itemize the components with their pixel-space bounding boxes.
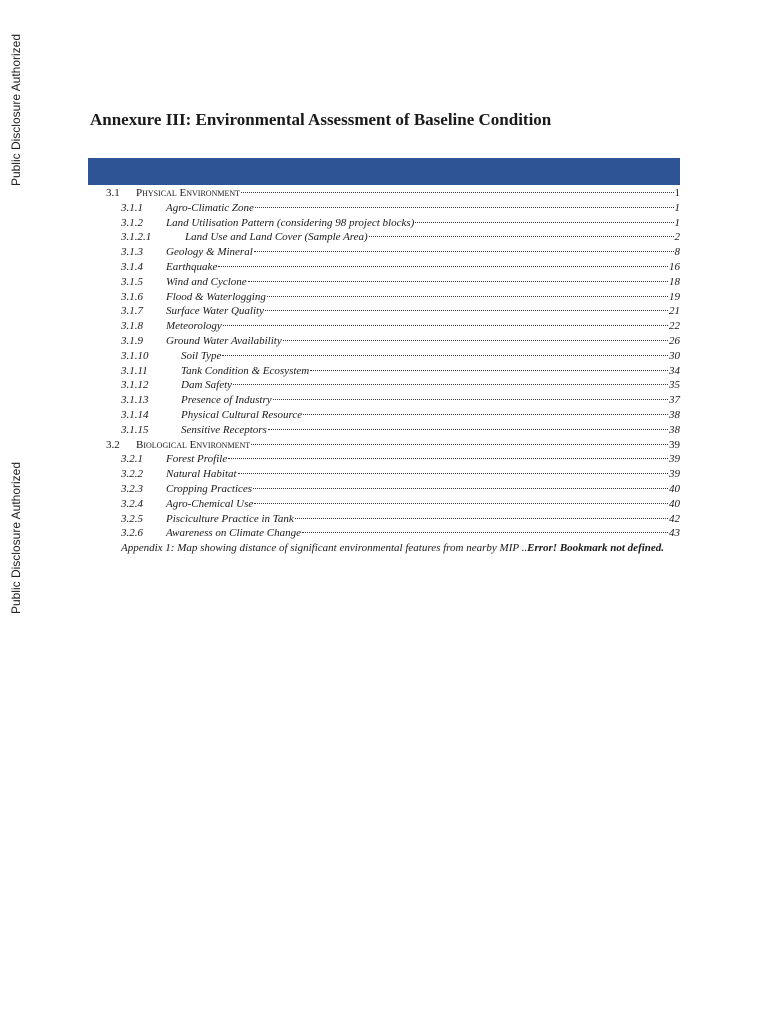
toc-leader-dots (265, 309, 668, 311)
toc-entry[interactable] (90, 393, 680, 408)
toc-entry-title: Biological Environment (136, 438, 251, 451)
toc-entry-title: Awareness on Climate Change (166, 527, 301, 540)
toc-entry-title: Presence of Industry (181, 394, 272, 407)
toc-leader-dots (302, 531, 668, 533)
toc-header-band (88, 158, 680, 185)
toc-entry-number: 3.1.2 (121, 216, 143, 229)
toc-entry-title: Tank Condition & Ecosystem (181, 364, 310, 377)
toc-entry-title: Pisciculture Practice in Tank (166, 512, 294, 525)
toc-entry-number: 3.2.2 (121, 468, 143, 481)
toc-entry-number: 3.1.10 (121, 349, 149, 362)
toc-entry-title: Physical Cultural Resource (181, 408, 303, 421)
disclosure-stamp-top: Public Disclosure Authorized (9, 33, 23, 187)
toc-entry-title: Forest Profile (166, 453, 228, 466)
toc-entry-title: Earthquake (166, 260, 218, 273)
toc-entry-page: 38 (669, 423, 680, 436)
toc-leader-dots (267, 295, 668, 297)
toc-entry[interactable] (90, 275, 680, 290)
toc-entry-page: 18 (669, 275, 680, 288)
appendix-error-text: Error! Bookmark not defined. (527, 542, 665, 555)
toc-entry-title: Land Utilisation Pattern (considering 98 project blocks) (166, 216, 415, 229)
toc-entry[interactable] (90, 349, 680, 364)
toc-leader-dots (222, 354, 668, 356)
toc-entry[interactable] (90, 526, 680, 541)
toc-entry-page: 1 (674, 187, 680, 199)
toc-leader-dots (254, 502, 668, 504)
toc-entry-title: Dam Safety (181, 379, 233, 392)
toc-entry-number: 3.1.13 (121, 394, 149, 407)
toc-entry-page: 34 (669, 364, 680, 377)
toc-entry[interactable] (90, 408, 680, 423)
toc-entry[interactable] (90, 497, 680, 512)
toc-entry-page: 1 (674, 201, 680, 214)
toc-leader-dots (218, 265, 668, 267)
toc-entry-page: 30 (669, 349, 680, 362)
toc-entry-number: 3.1.6 (121, 290, 143, 303)
toc-entry-page: 2 (674, 231, 680, 244)
toc-entry-title: Soil Type (181, 349, 222, 362)
toc-entry-page: 42 (669, 512, 680, 525)
toc-entry-page: 35 (669, 379, 680, 392)
disclosure-stamp-bottom: Public Disclosure Authorized (9, 461, 23, 615)
toc-entry-page: 39 (669, 453, 680, 466)
toc-entry[interactable] (90, 452, 680, 467)
toc-entry-page: 1 (674, 216, 680, 229)
toc-entry-number: 3.1.5 (121, 275, 143, 288)
toc-entry[interactable] (90, 216, 680, 231)
toc-entry-title: Cropping Practices (166, 482, 253, 495)
toc-entry-page: 43 (669, 527, 680, 540)
toc-entry[interactable] (90, 319, 680, 334)
toc-entry[interactable] (90, 364, 680, 379)
toc-appendix-entry[interactable] (90, 541, 680, 555)
toc-entry-number: 3.1.4 (121, 260, 143, 273)
toc-entry-number: 3.2.3 (121, 482, 143, 495)
toc-entry-title: Wind and Cyclone (166, 275, 247, 288)
toc-entry-number: 3.2.6 (121, 527, 143, 540)
toc-entry-title: Sensitive Receptors (181, 423, 267, 436)
toc-leader-dots (273, 398, 668, 400)
toc-leader-dots (303, 413, 668, 415)
toc-leader-dots (254, 250, 674, 252)
toc-leader-dots (228, 457, 668, 459)
toc-entry[interactable] (90, 423, 680, 438)
toc-leader-dots (241, 191, 673, 193)
toc-entry-number: 3.2 (106, 438, 120, 451)
toc-entry[interactable] (90, 482, 680, 497)
toc-leader-dots (283, 339, 668, 341)
toc-entry-title: Ground Water Availability (166, 334, 282, 347)
toc-entry-number: 3.1.1 (121, 201, 143, 214)
toc-entry[interactable] (90, 186, 680, 201)
toc-leader-dots (248, 280, 668, 282)
toc-entry-page: 38 (669, 408, 680, 421)
toc-entry-title: Physical Environment (136, 187, 241, 199)
toc-entry-number: 3.1.14 (121, 408, 149, 421)
toc-entry[interactable] (90, 201, 680, 216)
toc-entry[interactable] (90, 304, 680, 319)
toc-entry-number: 3.2.4 (121, 497, 143, 510)
toc-entry[interactable] (90, 230, 680, 245)
toc-entry[interactable] (90, 334, 680, 349)
toc-entry[interactable] (90, 260, 680, 275)
toc-entry[interactable] (90, 438, 680, 453)
toc-leader-dots (233, 383, 668, 385)
toc-leader-dots (223, 324, 668, 326)
toc-entry[interactable] (90, 245, 680, 260)
toc-entry-page: 8 (674, 246, 680, 259)
toc-entry-page: 39 (669, 438, 680, 451)
toc-entry-number: 3.1 (106, 187, 120, 199)
toc-entry-title: Agro-Chemical Use (166, 497, 254, 510)
toc-entry-number: 3.1.2.1 (121, 231, 152, 244)
toc-entry-page: 39 (669, 468, 680, 481)
toc-entry-number: 3.1.12 (121, 379, 149, 392)
toc-entry-number: 3.1.7 (121, 305, 143, 318)
toc-entry-title: Agro-Climatic Zone (166, 201, 254, 214)
toc-leader-dots (415, 221, 673, 223)
toc-entry-title: Meteorology (166, 320, 222, 333)
toc-entry-number: 3.1.9 (121, 334, 143, 347)
toc-entry-page: 22 (669, 320, 680, 333)
toc-entry-number: 3.2.5 (121, 512, 143, 525)
toc-entry[interactable] (90, 290, 680, 305)
toc-leader-dots (268, 428, 668, 430)
toc-entry-page: 21 (669, 305, 680, 318)
toc-entry-number: 3.2.1 (121, 453, 143, 466)
toc-leader-dots (251, 443, 668, 445)
toc-entry-title: Land Use and Land Cover (Sample Area) (185, 231, 368, 244)
toc-leader-dots (369, 235, 674, 237)
toc-leader-dots (253, 487, 668, 489)
toc-leader-dots (295, 517, 668, 519)
table-of-contents (90, 186, 680, 555)
toc-leader-dots (238, 472, 668, 474)
toc-entry-title: Natural Habitat (166, 468, 237, 481)
toc-entry-title: Flood & Waterlogging (166, 290, 266, 303)
toc-entry-number: 3.1.15 (121, 423, 149, 436)
page-title: Annexure III: Environmental Assessment of Baseline Condition (90, 110, 552, 129)
toc-entry-number: 3.1.11 (121, 364, 148, 377)
toc-entry-page: 40 (669, 497, 680, 510)
toc-leader-dots (255, 206, 674, 208)
toc-entry-number: 3.1.8 (121, 320, 143, 333)
toc-entry-page: 26 (669, 334, 680, 347)
toc-entry-page: 37 (669, 394, 680, 407)
toc-leader-dots (310, 369, 668, 371)
toc-entry-page: 19 (669, 290, 680, 303)
toc-entry[interactable] (90, 512, 680, 527)
toc-entry-page: 16 (669, 260, 680, 273)
toc-entry[interactable] (90, 467, 680, 482)
appendix-text: Appendix 1: Map showing distance of significant environmental features from nearby MIP .. (121, 542, 528, 555)
toc-entry-title: Geology & Mineral (166, 246, 253, 259)
toc-entry-number: 3.1.3 (121, 246, 143, 259)
toc-entry[interactable] (90, 378, 680, 393)
toc-entry-page: 40 (669, 482, 680, 495)
toc-entry-title: Surface Water Quality (166, 305, 264, 318)
